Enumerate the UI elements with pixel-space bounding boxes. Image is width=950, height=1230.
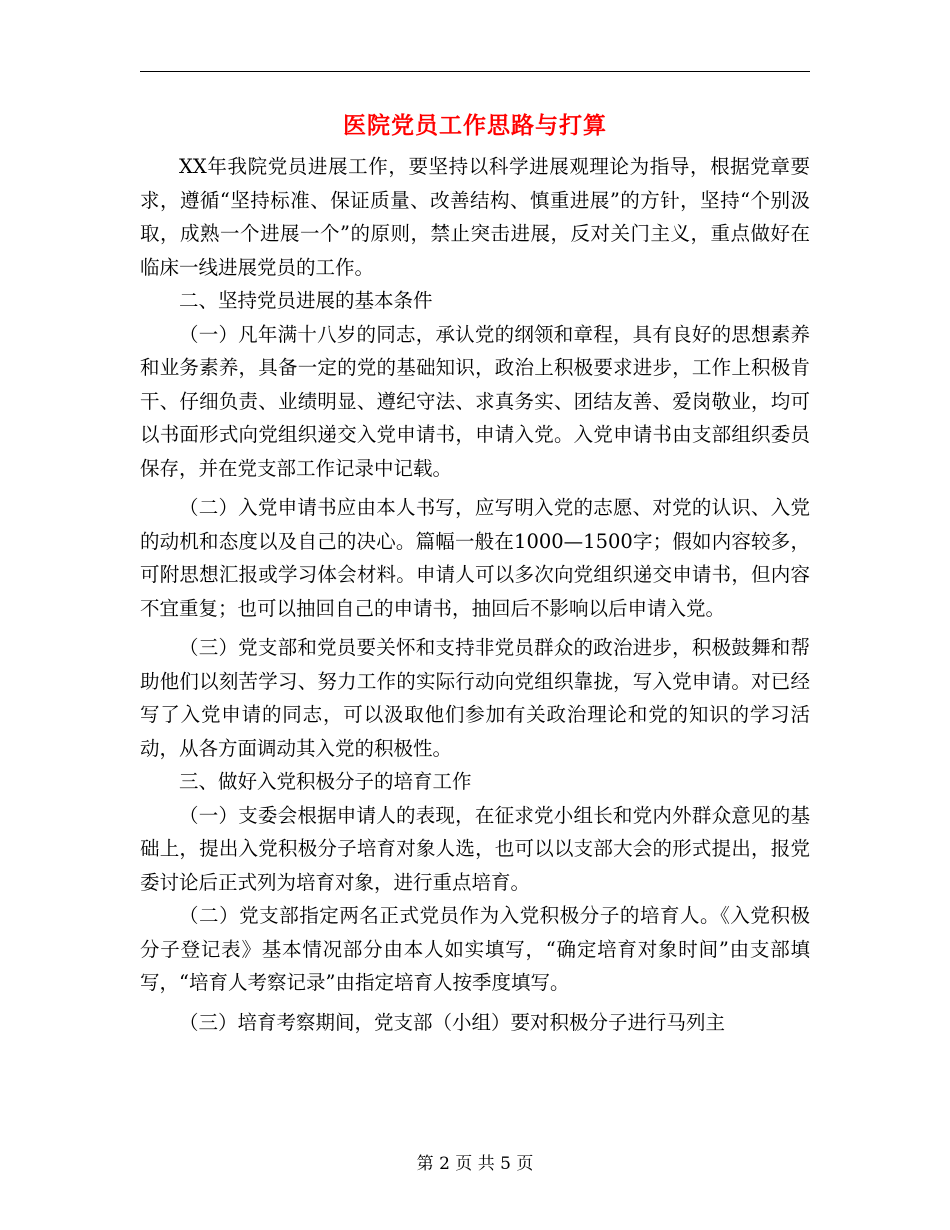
section-2-item-3: （三）党支部和党员要关怀和支持非党员群众的政治进步，积极鼓舞和帮助他们以刻苦学习、努力工作的实际行动向党组织靠拢，写入党申请。对已经写了入党申请的同志，可以汲取他们参加有关政治理论和党的知识的学习活动，从各方面调动其入党的积极性。 — [140, 636, 810, 760]
section-2-heading: 二、坚持党员进展的基本条件 — [179, 289, 433, 312]
document-title: 医院党员工作思路与打算 — [343, 112, 607, 139]
section-3-item-3: （三）培育考察期间，党支部（小组）要对积极分子进行马列主 — [179, 1010, 726, 1034]
page-indicator: 第 2 页 共 5 页 — [416, 1154, 534, 1174]
intro-paragraph: XX年我院党员进展工作，要坚持以科学进展观理论为指导，根据党章要求，遵循“坚持标准、保证质量、改善结构、慎重进展”的方针，坚持“个别汲取，成熟一个进展一个”的原则，禁止突击进展，反对关门主义，重点做好在临床一线进展党员的工作。 — [140, 155, 810, 279]
document-body — [140, 150, 810, 1039]
section-3-item-1: （一）支委会根据申请人的表现，在征求党小组长和党内外群众意见的基础上，提出入党积极分子培育对象人选，也可以以支部大会的形式提出，报党委讨论后正式列为培育对象，进行重点培育。 — [140, 803, 810, 894]
section-2-item-2: （二）入党申请书应由本人书写，应写明入党的志愿、对党的认识、入党的动机和态度以及自己的决心。篇幅一般在1000—1500字；假如内容较多，可附思想汇报或学习体会材料。申请人可以多次向党组织递交申请书，但内容不宜重复；也可以抽回自己的申请书，抽回后不影响以后申请入党。 — [140, 496, 810, 620]
section-3-heading: 三、做好入党积极分子的培育工作 — [179, 770, 472, 793]
section-2-item-1: （一）凡年满十八岁的同志，承认党的纲领和章程，具有良好的思想素养和业务素养，具备一定的党的基础知识，政治上积极要求进步，工作上积极肯干、仔细负责、业绩明显、遵纪守法、求真务实、团结友善、爱岗敬业，均可以书面形式向党组织递交入党申请书，申请入党。入党申请书由支部组织委员保存，并在党支部工作记录中记载。 — [140, 322, 810, 480]
section-3-item-2: （二）党支部指定两名正式党员作为入党积极分子的培育人。《入党积极分子登记表》基本情况部分由本人如实填写，“确定培育对象时间”由支部填写，“培育人考察记录”由指定培育人按季度填写。 — [140, 904, 810, 994]
header-rule — [140, 71, 810, 72]
